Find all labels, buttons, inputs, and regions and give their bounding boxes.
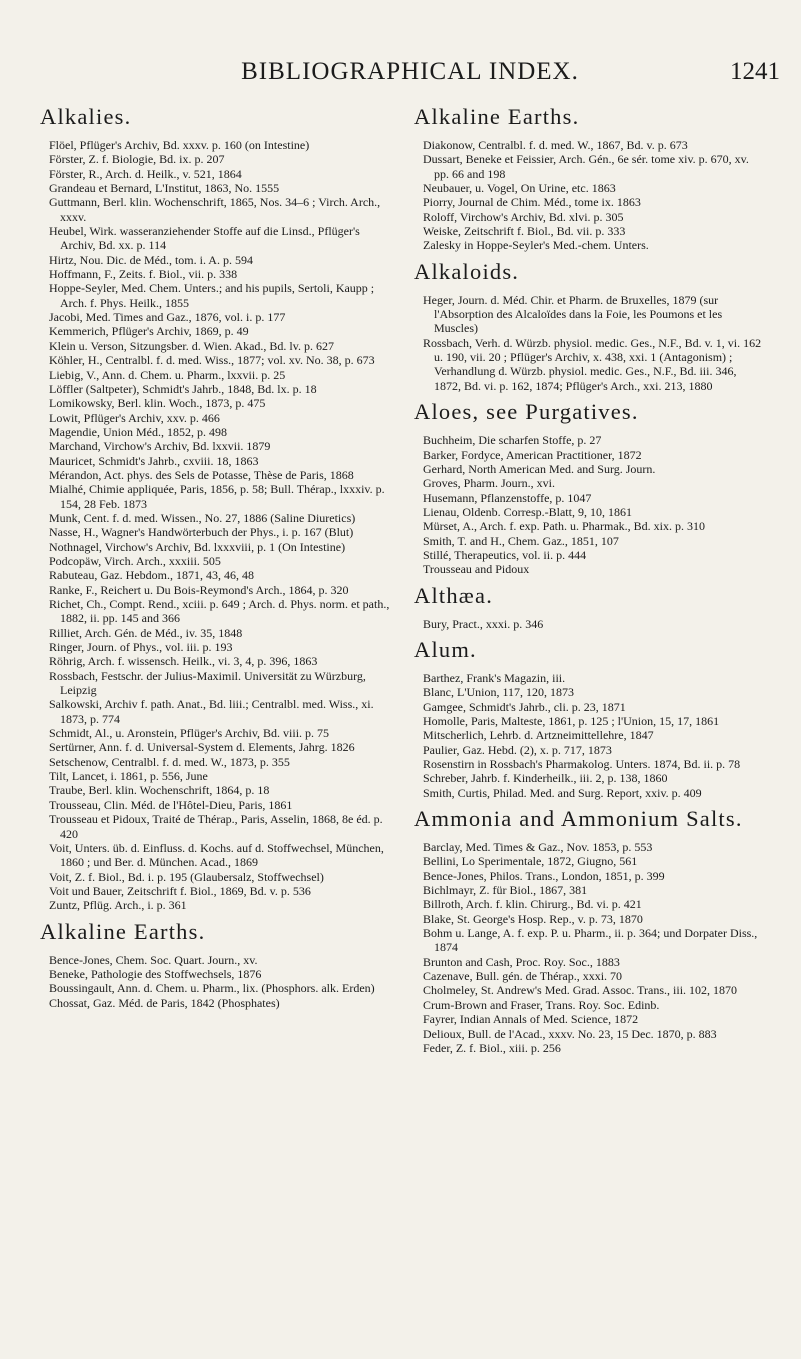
bibliography-entry: Barclay, Med. Times & Gaz., Nov. 1853, p. 553 — [423, 840, 653, 855]
section-heading — [40, 919, 392, 945]
bibliography-entry: Schreber, Jahrb. f. Kinderheilk., iii. 2, p. 138, 1860 — [423, 771, 668, 786]
page-header — [40, 58, 780, 88]
bibliography-entry: Zalesky in Hoppe-Seyler's Med.-chem. Unters. — [423, 238, 649, 253]
bibliography-entry: Rilliet, Arch. Gén. de Méd., iv. 35, 1848 — [49, 625, 243, 640]
bibliography-entry: Magendie, Union Méd., 1852, p. 498 — [49, 424, 227, 439]
bibliography-entry: Trousseau and Pidoux — [423, 562, 530, 577]
bibliography-entry: Paulier, Gaz. Hebd. (2), x. p. 717, 1873 — [423, 742, 612, 757]
bibliography-entry: Smith, T. and H., Chem. Gaz., 1851, 107 — [423, 533, 619, 548]
bibliography-entry: Roloff, Virchow's Archiv, Bd. xlvi. p. 305 — [423, 209, 624, 224]
entry-list — [414, 138, 766, 253]
bibliography-entry: Bence-Jones, Philos. Trans., London, 1851, p. 399 — [423, 868, 665, 883]
bibliography-entry: Cholmeley, St. Andrew's Med. Grad. Assoc. Trans., iii. 102, 1870 — [423, 983, 738, 998]
bibliography-entry: Crum-Brown and Fraser, Trans. Roy. Soc. Edinb. — [423, 997, 660, 1012]
bibliography-entry: Röhrig, Arch. f. wissensch. Heilk., vi. 3, 4, p. 396, 1863 — [49, 654, 318, 669]
entry-list — [414, 617, 766, 631]
bibliography-entry: Kemmerich, Pflüger's Archiv, 1869, p. 49 — [49, 324, 249, 339]
section-heading-text: Alkaline Earths. — [414, 104, 580, 129]
bibliography-entry: Heubel, Wirk. wasseranziehender Stoffe auf die Linsd., Pflüger's Archiv, Bd. xx. p. 114 — [49, 224, 360, 253]
bibliography-entry: Bohm u. Lange, A. f. exp. P. u. Pharm., ii. p. 364; und Dorpater Diss., 1874 — [423, 926, 758, 955]
bibliography-entry: Cazenave, Bull. gén. de Thérap., xxxi. 70 — [423, 969, 623, 984]
section-heading-text: Althæa. — [414, 582, 494, 608]
bibliography-entry: Sertürner, Ann. f. d. Universal-System d. Elements, Jahrg. 1826 — [49, 740, 355, 755]
bibliography-entry: Mialhé, Chimie appliquée, Paris, 1856, p. 58; Bull. Thérap., lxxxiv. p. 154, 28 Feb. 1873 — [49, 482, 385, 511]
bibliography-entry: Mauricet, Schmidt's Jahrb., cxviii. 18, 1863 — [49, 453, 259, 468]
section-heading-text: Alkalies. — [40, 104, 132, 129]
bibliography-entry: Chossat, Gaz. Méd. de Paris, 1842 (Phosphates) — [49, 995, 280, 1010]
bibliography-entry: Hirtz, Nou. Dic. de Méd., tom. i. A. p. 594 — [49, 252, 253, 267]
bibliography-entry: Beneke, Pathologie des Stoffwechsels, 1876 — [49, 966, 262, 981]
bibliography-entry: Stillé, Therapeutics, vol. ii. p. 444 — [423, 547, 587, 562]
section-heading — [414, 806, 766, 832]
bibliography-entry: Hoffmann, F., Zeits. f. Biol., vii. p. 338 — [49, 267, 238, 282]
bibliography-entry: Trousseau et Pidoux, Traité de Thérap., Paris, Asselin, 1868, 8e éd. p. 420 — [49, 812, 383, 841]
bibliography-entry: Feder, Z. f. Biol., xiii. p. 256 — [423, 1040, 561, 1055]
section-heading — [414, 104, 766, 130]
bibliography-entry: Grandeau et Bernard, L'Institut, 1863, No. 1555 — [49, 181, 280, 196]
right-column — [414, 104, 766, 1061]
left-column — [40, 104, 392, 1016]
bibliography-entry: Köhler, H., Centralbl. f. d. med. Wiss., 1877; vol. xv. No. 38, p. 673 — [49, 353, 375, 368]
entry-list — [414, 433, 766, 576]
bibliography-entry: Trousseau, Clin. Méd. de l'Hôtel-Dieu, Paris, 1861 — [49, 797, 293, 812]
bibliography-entry: Marchand, Virchow's Archiv, Bd. lxxvii. 1879 — [49, 439, 271, 454]
bibliography-entry: Bichlmayr, Z. für Biol., 1867, 381 — [423, 883, 588, 898]
bibliography-entry: Ranke, F., Reichert u. Du Bois-Reymond's Arch., 1864, p. 320 — [49, 582, 349, 597]
bibliography-entry: Husemann, Pflanzenstoffe, p. 1047 — [423, 490, 592, 505]
section-heading — [414, 399, 766, 425]
bibliography-entry: Homolle, Paris, Malteste, 1861, p. 125 ; l'Union, 15, 17, 1861 — [423, 713, 720, 728]
bibliography-entry: Rossbach, Festschr. der Julius-Maximil. Universität zu Würzburg, Leipzig — [49, 668, 366, 698]
bibliography-entry: Lomikowsky, Berl. klin. Woch., 1873, p. 475 — [49, 396, 266, 411]
bibliography-entry: Billroth, Arch. f. klin. Chirurg., Bd. vi. p. 421 — [423, 897, 642, 912]
bibliography-entry: Flöel, Pflüger's Archiv, Bd. xxxv. p. 160 (on Intestine) — [49, 138, 310, 152]
section-heading — [414, 637, 766, 663]
bibliography-entry: Bury, Pract., xxxi. p. 346 — [423, 616, 544, 631]
bibliography-entry: Hoppe-Seyler, Med. Chem. Unters.; and his pupils, Sertoli, Kaupp ; Arch. f. Phys. Heilk., 1855 — [49, 281, 375, 310]
bibliography-entry: Lienau, Oldenb. Corresp.-Blatt, 9, 10, 1861 — [423, 504, 632, 519]
bibliography-entry: Buchheim, Die scharfen Stoffe, p. 27 — [423, 433, 602, 448]
bibliography-entry: Löffler (Saltpeter), Schmidt's Jahrb., 1848, Bd. lx. p. 18 — [49, 381, 317, 396]
bibliography-entry: Gerhard, North American Med. and Surg. Journ. — [423, 461, 656, 476]
bibliography-entry: Blake, St. George's Hosp. Rep., v. p. 73, 1870 — [423, 911, 643, 926]
bibliography-entry: Mérandon, Act. phys. des Sels de Potasse, Thèse de Paris, 1868 — [49, 467, 354, 482]
page-number: 1241 — [730, 58, 780, 85]
bibliography-entry: Gamgee, Schmidt's Jahrb., cli. p. 23, 1871 — [423, 699, 626, 714]
bibliography-entry: Piorry, Journal de Chim. Méd., tome ix. 1863 — [423, 195, 641, 210]
bibliography-entry: Brunton and Cash, Proc. Roy. Soc., 1883 — [423, 954, 620, 969]
bibliography-entry: Podcopäw, Virch. Arch., xxxiii. 505 — [49, 553, 221, 568]
bibliography-entry: Diakonow, Centralbl. f. d. med. W., 1867, Bd. v. p. 673 — [423, 138, 688, 152]
entry-list — [40, 953, 392, 1010]
section-heading — [414, 259, 766, 285]
bibliography-entry: Munk, Cent. f. d. med. Wissen., No. 27, 1886 (Saline Diuretics) — [49, 510, 356, 525]
bibliography-entry: Barthez, Frank's Magazin, iii. — [423, 670, 566, 685]
section-heading — [414, 583, 766, 609]
see-reference: see Purgatives. — [486, 399, 639, 425]
bibliography-entry: Tilt, Lancet, i. 1861, p. 556, June — [49, 769, 208, 784]
bibliography-entry: Setschenow, Centralbl. f. d. med. W., 1873, p. 355 — [49, 754, 290, 769]
bibliography-entry: Delioux, Bull. de l'Acad., xxxv. No. 23, 15 Dec. 1870, p. 883 — [423, 1026, 717, 1041]
entry-list — [414, 840, 766, 1055]
entry-list — [414, 293, 766, 393]
bibliography-entry: Ringer, Journ. of Phys., vol. iii. p. 193 — [49, 640, 233, 655]
page-title: BIBLIOGRAPHICAL INDEX. — [241, 58, 579, 85]
section-heading-text: Aloes, — [414, 399, 480, 425]
bibliography-entry: Barker, Fordyce, American Practitioner, 1872 — [423, 447, 642, 462]
bibliography-entry: Groves, Pharm. Journ., xvi. — [423, 476, 555, 491]
entry-list — [40, 138, 392, 913]
bibliography-entry: Nothnagel, Virchow's Archiv, Bd. lxxxviii, p. 1 (On Intestine) — [49, 539, 346, 554]
bibliography-entry: Bellini, Lo Sperimentale, 1872, Giugno, 561 — [423, 854, 638, 869]
bibliography-entry: Smith, Curtis, Philad. Med. and Surg. Report, xxiv. p. 409 — [423, 785, 702, 800]
bibliography-entry: Lowit, Pflüger's Archiv, xxv. p. 466 — [49, 410, 220, 425]
bibliography-entry: Dussart, Beneke et Feissier, Arch. Gén., 6e sér. tome xiv. p. 670, xv. pp. 66 and 198 — [423, 152, 749, 181]
bibliography-entry: Förster, Z. f. Biologie, Bd. ix. p. 207 — [49, 152, 225, 167]
bibliography-entry: Traube, Berl. klin. Wochenschrift, 1864, p. 18 — [49, 783, 270, 798]
bibliography-entry: Richet, Ch., Compt. Rend., xciii. p. 649 ; Arch. d. Phys. norm. et path., 1882, ii. pp. 145 and 366 — [49, 597, 390, 626]
bibliography-entry: Rabuteau, Gaz. Hebdom., 1871, 43, 46, 48 — [49, 568, 254, 583]
bibliography-entry: Salkowski, Archiv f. path. Anat., Bd. liii.; Centralbl. med. Wiss., xi. 1873, p. 774 — [49, 697, 374, 726]
bibliography-entry: Boussingault, Ann. d. Chem. u. Pharm., lix. (Phosphors. alk. Erden) — [49, 981, 375, 996]
entry-list — [414, 671, 766, 800]
bibliography-entry: Klein u. Verson, Sitzungsber. d. Wien. Akad., Bd. lv. p. 627 — [49, 338, 334, 353]
section-heading-text: Alkaloids. — [414, 258, 520, 284]
bibliography-entry: Guttmann, Berl. klin. Wochenschrift, 1865, Nos. 34–6 ; Virch. Arch., xxxv. — [49, 195, 381, 224]
bibliography-entry: Heger, Journ. d. Méd. Chir. et Pharm. de Bruxelles, 1879 (sur l'Absorption des Alcaloïdes dans la Foie, les Poumons et les Muscles) — [423, 292, 723, 336]
bibliography-entry: Jacobi, Med. Times and Gaz., 1876, vol. i. p. 177 — [49, 310, 286, 325]
bibliography-entry: Liebig, V., Ann. d. Chem. u. Pharm., lxxvii. p. 25 — [49, 367, 286, 382]
bibliography-entry: Förster, R., Arch. d. Heilk., v. 521, 1864 — [49, 166, 242, 181]
section-heading-text: Alum. — [414, 636, 477, 662]
bibliography-entry: Rosenstirn in Rossbach's Pharmakolog. Unters. 1874, Bd. ii. p. 78 — [423, 757, 741, 771]
bibliography-entry: Voit und Bauer, Zeitschrift f. Biol., 1869, Bd. v. p. 536 — [49, 883, 311, 898]
bibliography-entry: Bence-Jones, Chem. Soc. Quart. Journ., xv. — [49, 952, 258, 967]
section-heading-text: Ammonia and Ammonium Salts. — [414, 806, 743, 832]
bibliography-entry: Blanc, L'Union, 117, 120, 1873 — [423, 685, 575, 700]
section-heading-text: Alkaline Earths. — [40, 918, 206, 944]
bibliography-entry: Mürset, A., Arch. f. exp. Path. u. Pharmak., Bd. xix. p. 310 — [423, 519, 705, 534]
bibliography-entry: Neubauer, u. Vogel, On Urine, etc. 1863 — [423, 181, 616, 196]
bibliography-entry: Voit, Z. f. Biol., Bd. i. p. 195 (Glaubersalz, Stoffwechsel) — [49, 869, 324, 884]
bibliography-entry: Schmidt, Al., u. Aronstein, Pflüger's Archiv, Bd. viii. p. 75 — [49, 726, 330, 741]
bibliography-entry: Rossbach, Verh. d. Würzb. physiol. medic. Ges., N.F., Bd. v. 1, vi. 162 u. 190, vii. 20 ; Pflüger's Archiv, x. 438, xxi. 1 (Antagonism) ; Verhandlung d. Würzb. physiol. medic. Ges., N.F., Bd. iii. 346, 1872, Bd. vi. p. 162, 1874; Pflüger's Arch., xxi. 213, 1880 — [423, 335, 762, 393]
bibliography-entry: Nasse, H., Wagner's Handwörterbuch der Phys., i. p. 167 (Blut) — [49, 525, 354, 540]
section-heading — [40, 104, 392, 130]
bibliography-entry: Fayrer, Indian Annals of Med. Science, 1872 — [423, 1012, 639, 1027]
bibliography-entry: Weiske, Zeitschrift f. Biol., Bd. vii. p. 333 — [423, 224, 626, 239]
bibliography-entry: Mitscherlich, Lehrb. d. Artzneimittellehre, 1847 — [423, 728, 654, 743]
bibliography-entry: Voit, Unters. üb. d. Einfluss. d. Kochs. auf d. Stoffwechsel, München, 1860 ; und Ber. d. München. Acad., 1869 — [49, 840, 384, 870]
bibliography-entry: Zuntz, Pflüg. Arch., i. p. 361 — [49, 898, 187, 913]
